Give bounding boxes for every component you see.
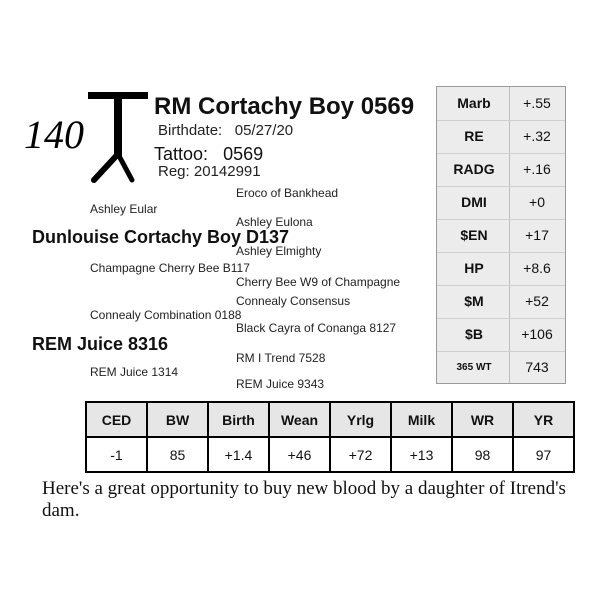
brand-icon	[88, 92, 148, 184]
epd-value: +0	[529, 194, 545, 210]
pedigree-ssd: Ashley Eulona	[236, 215, 313, 229]
epd-table-cell: +46	[269, 437, 330, 472]
epd-label: Marb	[457, 95, 491, 111]
epd-value: +8.6	[523, 260, 551, 276]
epd-row-dmi	[437, 186, 565, 219]
epd-value: 743	[525, 359, 549, 375]
epd-table-header: Yrlg	[330, 402, 391, 437]
epd-row-re	[437, 120, 565, 153]
epd-label: DMI	[461, 194, 487, 210]
epd-table-header: Birth	[208, 402, 269, 437]
epd-table-cell: -1	[86, 437, 147, 472]
epd-value: +17	[525, 227, 549, 243]
epd-table	[85, 401, 575, 473]
epd-label: $EN	[460, 227, 488, 243]
epd-row-marb	[437, 87, 565, 120]
pedigree-ss: Ashley Eular	[90, 202, 158, 216]
epd-row-radg	[437, 153, 565, 186]
pedigree-dd: REM Juice 1314	[90, 365, 179, 379]
pedigree-sire: Dunlouise Cortachy Boy D137	[32, 227, 290, 247]
epd-label: RADG	[453, 161, 495, 177]
epd-table-header: Wean	[269, 402, 330, 437]
pedigree-sds: Ashley Elmighty	[236, 244, 322, 258]
birthdate-label: Birthdate:	[158, 122, 223, 139]
epd-table-cell: +1.4	[208, 437, 269, 472]
epd-label: RE	[464, 128, 484, 144]
pedigree-dds: RM I Trend 7528	[236, 351, 326, 365]
epd-table-header: WR	[452, 402, 513, 437]
epd-table-cell: 98	[452, 437, 513, 472]
epd-row-365wt	[437, 351, 565, 384]
epd-table-header: YR	[513, 402, 574, 437]
reg-value: 20142991	[193, 163, 261, 180]
epd-label: $B	[465, 326, 483, 342]
epd-row-m	[437, 285, 565, 318]
pedigree-ddd: REM Juice 9343	[236, 377, 325, 391]
birthdate-line	[158, 122, 293, 140]
pedigree-dam: REM Juice 8316	[32, 334, 169, 354]
epd-value: +.32	[523, 128, 551, 144]
epd-table-header-row	[86, 402, 574, 437]
epd-value: +106	[521, 326, 553, 342]
tattoo-value: 0569	[223, 144, 264, 164]
epd-table-cell: 85	[147, 437, 208, 472]
pedigree-ds: Connealy Combination 0188	[90, 308, 242, 322]
tattoo-label: Tattoo:	[154, 144, 209, 164]
epd-table-cell: +13	[391, 437, 452, 472]
epd-table-header: CED	[86, 402, 147, 437]
epd-value: +52	[525, 293, 549, 309]
reg-label: Reg:	[158, 163, 190, 180]
epd-label: HP	[464, 260, 484, 276]
epd-table-header: BW	[147, 402, 208, 437]
birthdate-value: 05/27/20	[234, 122, 294, 139]
epd-table-value-row	[86, 437, 574, 472]
tattoo-line	[154, 143, 263, 165]
epd-row-en	[437, 219, 565, 252]
lot-number: 140	[24, 112, 84, 157]
epd-table-cell: +72	[330, 437, 391, 472]
side-epd-panel	[436, 86, 566, 384]
reg-line	[158, 163, 261, 181]
animal-name: RM Cortachy Boy 0569	[154, 93, 415, 120]
epd-value: +.55	[523, 95, 551, 111]
pedigree-sd: Champagne Cherry Bee B117	[90, 261, 250, 275]
epd-value: +.16	[523, 161, 551, 177]
epd-label: $M	[464, 293, 484, 309]
pedigree-sdd: Cherry Bee W9 of Champagne	[236, 275, 401, 289]
epd-table-cell: 97	[513, 437, 574, 472]
pedigree-dss: Connealy Consensus	[236, 294, 351, 308]
pedigree-sss: Eroco of Bankhead	[236, 186, 339, 200]
lot-comment: Here's a great opportunity to buy new blood by a daughter of Itrend's dam.	[42, 478, 566, 521]
epd-label: 365 WT	[456, 362, 492, 373]
epd-table-header: Milk	[391, 402, 452, 437]
epd-row-b	[437, 318, 565, 351]
pedigree-dsd: Black Cayra of Conanga 8127	[236, 321, 397, 335]
epd-row-hp	[437, 252, 565, 285]
